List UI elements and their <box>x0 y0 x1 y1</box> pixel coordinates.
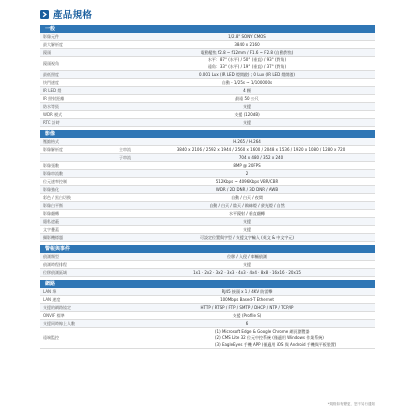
spec-label: 偵測類型 <box>43 254 59 259</box>
spec-value: 704 x 480 / 352 x 240 <box>238 155 284 160</box>
spec-row <box>40 95 375 103</box>
spec-value: 自動 / 白天 / 陰天 / 鎢絲燈 / 螢光燈 / 自然 <box>209 203 285 208</box>
page-title: 產品規格 <box>53 10 93 21</box>
spec-value: 自動 - 1/25s ~ 1/100000s <box>221 80 273 85</box>
spec-label: 最低照度 <box>43 72 59 77</box>
spec-label: LAN 速度 <box>43 297 61 302</box>
spec-value <box>119 328 375 348</box>
spec-value: H.265 / H.264 <box>233 139 261 144</box>
spec-label: 壓縮格式 <box>43 139 59 144</box>
spec-label: 隱私遮蔽 <box>43 219 59 224</box>
spec-value: 電動變焦 f2.8 ~ f12mm / F1.6 ~ F2.8 (自動對焦) <box>200 50 294 55</box>
spec-value-line: (2) CMS Lite 32 位元中控系統 (僅適用 Windows 作業系統) <box>215 335 324 340</box>
spec-label: 影像串流數 <box>43 171 63 176</box>
spec-value <box>119 57 375 70</box>
spec-row <box>40 210 375 218</box>
spec-row <box>40 162 375 170</box>
spec-row <box>40 320 375 328</box>
spec-row <box>40 138 375 146</box>
spec-row <box>40 304 375 312</box>
spec-label: RTC 計時 <box>43 120 60 125</box>
spec-label: IR 照射距離 <box>43 96 65 101</box>
spec-label: 影像張數 <box>43 163 59 168</box>
spec-value: 6 <box>245 321 249 326</box>
spec-label: IR LED 燈 <box>43 88 62 93</box>
chevron-right-icon <box>40 10 49 19</box>
spec-row <box>40 218 375 226</box>
spec-value: 3840 x 2106 / 2592 x 1944 / 2560 x 1600 / 2048 x 1536 / 1920 x 1080 / 1280 x 720 <box>176 147 346 152</box>
spec-row <box>40 269 375 277</box>
spec-label: 偵測時程排程 <box>43 262 67 267</box>
spec-row <box>40 119 375 127</box>
spec-row <box>40 146 375 154</box>
footnote: *規格如有變更，恕不另行通知 <box>327 402 375 406</box>
spec-label: 位移偵測區域 <box>43 270 67 275</box>
spec-label <box>40 154 119 161</box>
page-header <box>40 8 92 20</box>
spec-label: 支援同時線上人數 <box>43 321 75 326</box>
spec-label: 影像元件 <box>43 34 59 39</box>
spec-label: 影像翻轉 <box>43 211 59 216</box>
spec-label: 攝影機標題 <box>43 235 63 240</box>
spec-section <box>40 25 375 127</box>
spec-value: 3840 x 2160 <box>234 42 260 47</box>
section-title: 一般 <box>40 25 375 33</box>
spec-value: 支援 <box>243 104 251 109</box>
spec-label: ONVIF 標準 <box>43 313 65 318</box>
spec-label: 影像強化 <box>43 187 59 192</box>
spec-row <box>40 328 375 349</box>
spec-value: 水平鏡射 / 垂直翻轉 <box>229 211 265 216</box>
spec-label: 文字疊蓋 <box>43 227 59 232</box>
spec-value: 支援 (120dB) <box>234 112 260 117</box>
spec-value: 支援 <box>243 120 251 125</box>
spec-row <box>40 261 375 269</box>
spec-row <box>40 312 375 320</box>
spec-value: 支援 <box>243 227 251 232</box>
spec-row <box>40 49 375 57</box>
spec-row <box>40 253 375 261</box>
spec-value: 位移 / 入侵 / 車輛偵測 <box>227 254 267 259</box>
spec-row <box>40 57 375 71</box>
spec-value: HTTP / RTSP / FTP / SMTP / DHCP / NTP / TCP/IP <box>200 305 294 310</box>
spec-value: 8MP @ 20FPS <box>233 163 261 168</box>
spec-value-line: 水平：87° (水平) / 50° (垂直) / 93° (對角) <box>207 57 287 62</box>
spec-label: 影像白平衡 <box>43 203 63 208</box>
spec-value: 2 <box>245 171 249 176</box>
spec-row <box>40 178 375 186</box>
section-title: 警報與事件 <box>40 245 375 253</box>
spec-sublabel: 子串流 <box>119 155 131 160</box>
spec-row <box>40 79 375 87</box>
spec-value: WDR / 2D DNR / 3D DNR / AWB <box>215 187 279 192</box>
spec-label: 最大解析度 <box>43 42 63 47</box>
spec-value-line: (1) Microsoft Edge & Google Chrome 網頁瀏覽器 <box>215 328 310 334</box>
spec-value: 1/2.8" SONY CMOS <box>228 34 266 39</box>
spec-row <box>40 71 375 79</box>
spec-label: 影像解析度 <box>43 147 63 152</box>
spec-sublabel: 主串流 <box>119 147 131 152</box>
spec-table <box>40 25 375 352</box>
spec-row <box>40 202 375 210</box>
spec-row <box>40 234 375 242</box>
spec-label: 鏡頭視角 <box>43 61 59 66</box>
spec-value: RJ45 接頭 x 1 / 4KV 防雷擊 <box>221 289 273 294</box>
section-title: 影像 <box>40 130 375 138</box>
spec-row <box>40 288 375 296</box>
spec-section <box>40 130 375 242</box>
spec-value: 4 顆 <box>243 88 251 93</box>
spec-row <box>40 296 375 304</box>
spec-label: 遠端監控 <box>43 335 59 340</box>
spec-label: 快門速度 <box>43 80 59 85</box>
spec-label: 位元速率控制 <box>43 179 67 184</box>
spec-row <box>40 111 375 119</box>
spec-row <box>40 41 375 49</box>
spec-label: WDR 模式 <box>43 112 63 117</box>
spec-label: 防水等級 <box>43 104 59 109</box>
spec-value: 支援 (Profile S) <box>232 313 262 318</box>
spec-row <box>40 170 375 178</box>
spec-value: 支援 <box>243 219 251 224</box>
spec-row <box>40 33 375 41</box>
spec-label: LAN 埠 <box>43 289 57 294</box>
spec-row <box>40 87 375 95</box>
spec-section <box>40 245 375 277</box>
spec-value: 1x1 · 2x2 · 3x2 · 3x3 · 4x3 · 4x4 · 8x8 · 16x16 · 20x15 <box>193 270 301 275</box>
spec-value: 0.001 Lux (IR LED 燈開啟) ; 0 Lux (IR LED 燈開啟) <box>198 72 295 77</box>
spec-value: 自動 / 白天 / 夜間 <box>231 195 263 200</box>
spec-value-line: (3) EagleEyes 手機 APP (僅適用 iOS 與 Android 手機與平板裝置) <box>215 341 337 347</box>
section-title: 網路 <box>40 280 375 288</box>
spec-label: 支援的網路協定 <box>43 305 71 310</box>
spec-row <box>40 186 375 194</box>
spec-row <box>40 194 375 202</box>
spec-value: 512Kbps ~ 4096Kbps VBR/CBR <box>215 179 279 184</box>
spec-section <box>40 280 375 349</box>
spec-row <box>40 226 375 234</box>
spec-row <box>40 154 375 162</box>
spec-label: 鏡頭 <box>43 50 51 55</box>
spec-value-line: 遠角：33° (水平) / 19° (垂直) / 37° (對角) <box>207 63 287 69</box>
spec-value: 支援 <box>243 262 251 267</box>
spec-value: 可設定位置與字型 / 支援文字輸入 (英文 & 中文字元) <box>200 235 294 240</box>
spec-value: 100Mbps Based-T Ethernet <box>220 297 274 302</box>
spec-label: 彩色 / 黑白切換 <box>43 195 71 200</box>
spec-value: 最遠 50 公尺 <box>235 96 259 101</box>
spec-row <box>40 103 375 111</box>
